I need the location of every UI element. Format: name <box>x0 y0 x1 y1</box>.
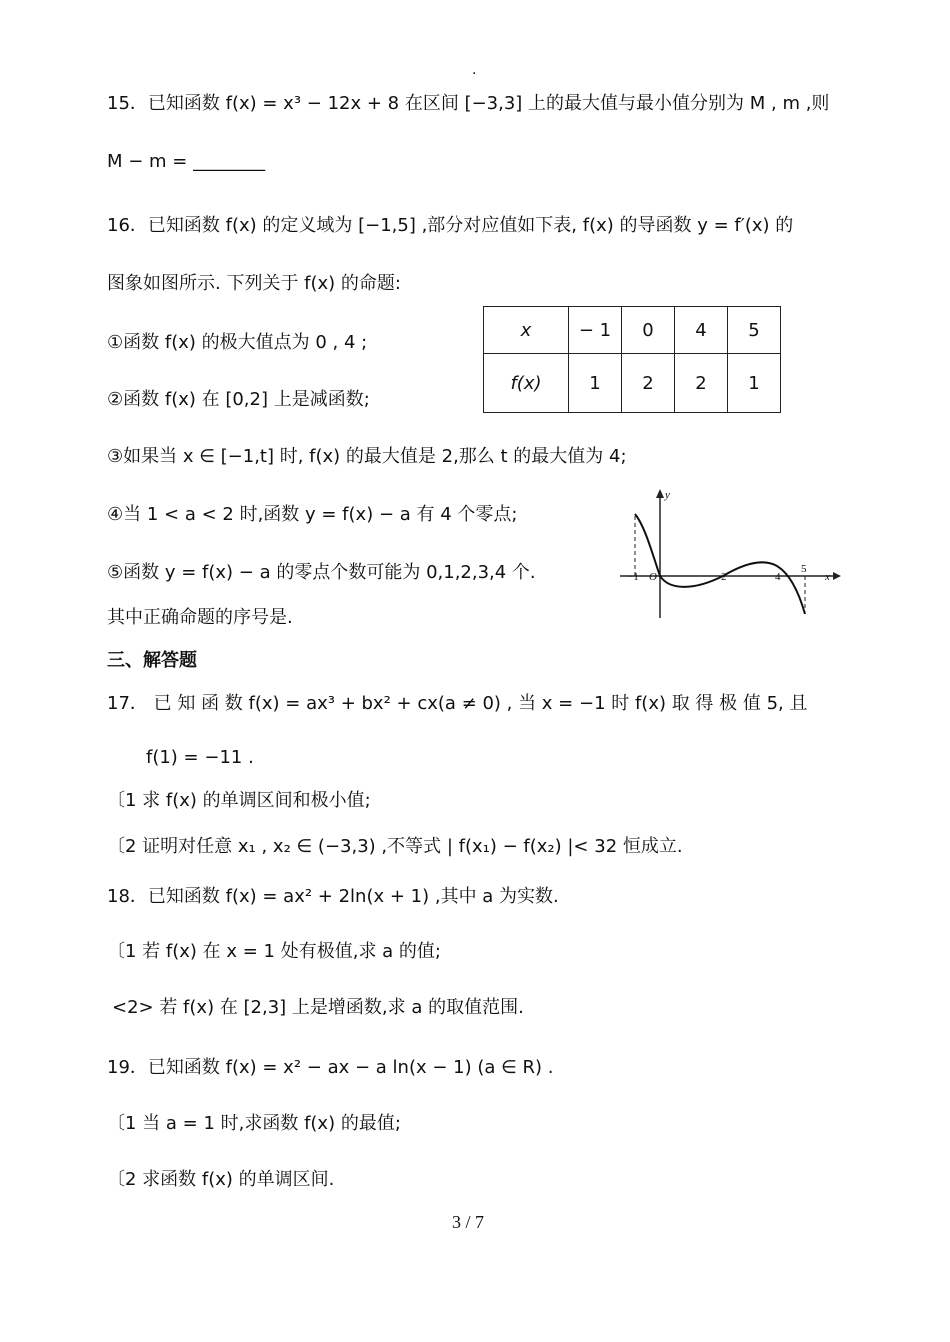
q16-closing: 其中正确命题的序号是. <box>107 607 293 628</box>
q17-line1: 17． 已 知 函 数 f(x) = ax³ + bx² + cx(a ≠ 0) , 当 x = −1 时 f(x) 取 得 极 值 5, 且 <box>107 693 808 714</box>
q16-item-4: ④当 1 < a < 2 时,函数 y = f(x) − a 有 4 个零点; <box>107 504 518 525</box>
q15-line1: 15．已知函数 f(x) = x³ − 12x + 8 在区间 [−3,3] 上的最大值与最小值分别为 M , m ,则 <box>107 93 830 114</box>
graph-label-4: 4 <box>775 571 781 583</box>
q16-line1: 16．已知函数 f(x) 的定义域为 [−1,5] ,部分对应值如下表, f(x) 的导函数 y = f′(x) 的 <box>107 215 794 236</box>
graph-label-y: y <box>665 489 670 501</box>
q18-part1: 〔1 若 f(x) 在 x = 1 处有极值,求 a 的值; <box>107 941 441 962</box>
q16-item-1: ①函数 f(x) 的极大值点为 0 , 4 ; <box>107 332 368 353</box>
derivative-graph <box>615 486 845 621</box>
q19-part2: 〔2 求函数 f(x) 的单调区间. <box>107 1169 335 1190</box>
header-mark: . <box>472 62 477 78</box>
q16-item-5: ⑤函数 y = f(x) − a 的零点个数可能为 0,1,2,3,4 个. <box>107 562 536 583</box>
q19-part1: 〔1 当 a = 1 时,求函数 f(x) 的最值; <box>107 1113 401 1134</box>
table-header-cell: 5 <box>728 307 781 354</box>
table-header-cell: 4 <box>675 307 728 354</box>
x-axis-arrow <box>833 572 841 580</box>
q15-line2: M − m = ________ <box>107 151 266 172</box>
q16-line2: 图象如图所示. 下列关于 f(x) 的命题: <box>107 273 401 294</box>
q16-item-2: ②函数 f(x) 在 [0,2] 上是减函数; <box>107 389 370 410</box>
graph-label-2: 2 <box>721 571 727 583</box>
graph-label-x: x <box>825 571 830 583</box>
table-header-x: x <box>484 307 569 354</box>
table-header-cell: − 1 <box>569 307 622 354</box>
section-title: 三、解答题 <box>107 650 197 671</box>
q19-line1: 19．已知函数 f(x) = x² − ax − a ln(x − 1) (a ∈ R) . <box>107 1057 554 1078</box>
graph-label-5: 5 <box>801 563 807 575</box>
q17-part1: 〔1 求 f(x) 的单调区间和极小值; <box>107 790 371 811</box>
y-axis-arrow <box>656 489 664 498</box>
q17-line2: f(1) = −11 . <box>146 747 254 768</box>
table-row-label: f(x) <box>484 354 569 413</box>
page-number: 3 / 7 <box>452 1212 485 1232</box>
q16-item-3: ③如果当 x ∈ [−1,t] 时, f(x) 的最大值是 2,那么 t 的最大值为 4; <box>107 446 627 467</box>
table-cell: 1 <box>728 354 781 413</box>
q18-part2: <2> 若 f(x) 在 [2,3] 上是增函数,求 a 的取值范围. <box>112 997 524 1018</box>
graph-label-minus1: −1 <box>627 571 639 583</box>
graph-label-origin: O <box>649 571 657 583</box>
table-cell: 2 <box>622 354 675 413</box>
table-cell: 2 <box>675 354 728 413</box>
q17-part2: 〔2 证明对任意 x₁ , x₂ ∈ (−3,3) ,不等式 | f(x₁) − f(x₂) |< 32 恒成立. <box>107 836 683 857</box>
q16-value-table <box>483 306 781 413</box>
table-header-cell: 0 <box>622 307 675 354</box>
q18-line1: 18．已知函数 f(x) = ax² + 2ln(x + 1) ,其中 a 为实数. <box>107 886 559 907</box>
table-cell: 1 <box>569 354 622 413</box>
